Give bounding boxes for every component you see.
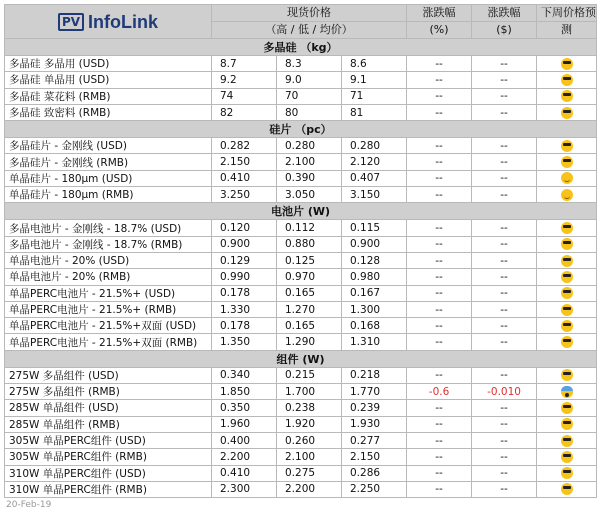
price-low: 0.125 — [277, 252, 342, 268]
product-name: 多晶电池片 - 金刚线 - 18.7% (RMB) — [5, 236, 212, 252]
table-row — [5, 416, 597, 432]
price-high: 2.200 — [212, 449, 277, 465]
sunglasses-emoji-icon — [561, 140, 573, 152]
forecast-cell — [537, 72, 597, 88]
price-avg: 1.930 — [342, 416, 407, 432]
table-row — [5, 236, 597, 252]
sunglasses-emoji-icon — [561, 58, 573, 70]
sunglasses-emoji-icon — [561, 287, 573, 299]
change-pct: -- — [407, 334, 472, 350]
price-avg: 0.980 — [342, 269, 407, 285]
change-pct: -- — [407, 465, 472, 481]
price-high: 0.410 — [212, 465, 277, 481]
logo-badge: PV — [58, 13, 84, 31]
product-name: 单晶硅片 - 180μm (RMB) — [5, 187, 212, 203]
sunglasses-emoji-icon — [561, 238, 573, 250]
price-low: 0.275 — [277, 465, 342, 481]
product-name: 多晶电池片 - 金刚线 - 18.7% (USD) — [5, 220, 212, 236]
price-high: 0.350 — [212, 400, 277, 416]
change-pct: -- — [407, 269, 472, 285]
change-pct: -- — [407, 220, 472, 236]
price-high: 0.410 — [212, 170, 277, 186]
price-high: 9.2 — [212, 72, 277, 88]
product-name: 单晶硅片 - 180μm (USD) — [5, 170, 212, 186]
change-abs: -- — [472, 104, 537, 120]
change-pct: -- — [407, 236, 472, 252]
price-avg: 0.218 — [342, 367, 407, 383]
price-avg: 3.150 — [342, 187, 407, 203]
sunglasses-emoji-icon — [561, 271, 573, 283]
change-pct: -- — [407, 367, 472, 383]
price-high: 0.120 — [212, 220, 277, 236]
change-abs: -- — [472, 301, 537, 317]
price-high: 1.350 — [212, 334, 277, 350]
product-name: 285W 单晶组件 (RMB) — [5, 416, 212, 432]
price-high: 0.178 — [212, 318, 277, 334]
change-pct: -- — [407, 72, 472, 88]
sunglasses-emoji-icon — [561, 107, 573, 119]
sunglasses-emoji-icon — [561, 336, 573, 348]
change-pct: -- — [407, 449, 472, 465]
product-name: 多晶硅片 - 金刚线 (RMB) — [5, 154, 212, 170]
price-avg: 1.770 — [342, 384, 407, 400]
table-row — [5, 318, 597, 334]
price-high: 1.960 — [212, 416, 277, 432]
change-pct: -- — [407, 56, 472, 72]
price-low: 0.390 — [277, 170, 342, 186]
sunglasses-emoji-icon — [561, 74, 573, 86]
price-avg: 1.300 — [342, 301, 407, 317]
change-abs: -- — [472, 481, 537, 497]
table-row — [5, 301, 597, 317]
price-avg: 0.168 — [342, 318, 407, 334]
change-pct: -- — [407, 154, 472, 170]
table-row — [5, 400, 597, 416]
sunglasses-emoji-icon — [561, 222, 573, 234]
forecast-cell — [537, 481, 597, 497]
price-low: 0.260 — [277, 432, 342, 448]
table-row — [5, 88, 597, 104]
change-pct: -- — [407, 170, 472, 186]
table-row — [5, 104, 597, 120]
scream-emoji-icon — [561, 386, 573, 398]
price-high: 8.7 — [212, 56, 277, 72]
forecast-header: 下周价格预 — [537, 5, 597, 22]
forecast-cell — [537, 154, 597, 170]
price-high: 0.990 — [212, 269, 277, 285]
product-name: 多晶硅 菜花料 (RMB) — [5, 88, 212, 104]
change-abs: -- — [472, 449, 537, 465]
section-header — [5, 350, 597, 367]
logo-text: InfoLink — [88, 11, 159, 32]
smile-emoji-icon — [561, 172, 573, 184]
price-avg: 0.167 — [342, 285, 407, 301]
price-high: 0.900 — [212, 236, 277, 252]
price-low: 0.238 — [277, 400, 342, 416]
forecast-cell — [537, 220, 597, 236]
change-abs: -- — [472, 154, 537, 170]
change-pct: -- — [407, 318, 472, 334]
change-abs: -- — [472, 416, 537, 432]
product-name: 310W 单晶PERC组件 (USD) — [5, 465, 212, 481]
forecast-cell — [537, 104, 597, 120]
sunglasses-emoji-icon — [561, 435, 573, 447]
price-avg: 0.407 — [342, 170, 407, 186]
price-avg: 2.250 — [342, 481, 407, 497]
section-title: 电池片 (W) — [5, 203, 597, 220]
price-low: 2.100 — [277, 449, 342, 465]
table-row — [5, 252, 597, 268]
table-row — [5, 465, 597, 481]
price-avg: 8.6 — [342, 56, 407, 72]
product-name: 285W 单晶组件 (USD) — [5, 400, 212, 416]
price-high: 1.850 — [212, 384, 277, 400]
price-low: 70 — [277, 88, 342, 104]
price-high: 0.129 — [212, 252, 277, 268]
product-name: 310W 单晶PERC组件 (RMB) — [5, 481, 212, 497]
product-name: 单晶PERC电池片 - 21.5%+双面 (USD) — [5, 318, 212, 334]
price-high: 2.300 — [212, 481, 277, 497]
forecast-cell — [537, 269, 597, 285]
price-avg: 2.120 — [342, 154, 407, 170]
price-subheader: （高 / 低 / 均价） — [212, 22, 407, 39]
change-abs: -- — [472, 187, 537, 203]
price-low: 0.112 — [277, 220, 342, 236]
table-row — [5, 170, 597, 186]
change-abs: -- — [472, 318, 537, 334]
table-row — [5, 138, 597, 154]
price-low: 80 — [277, 104, 342, 120]
change-pct: -- — [407, 187, 472, 203]
change-abs: -- — [472, 252, 537, 268]
price-low: 0.280 — [277, 138, 342, 154]
header-row — [5, 5, 597, 22]
price-avg: 0.128 — [342, 252, 407, 268]
forecast-cell — [537, 367, 597, 383]
forecast-header-2: 测 — [537, 22, 597, 39]
table-row — [5, 432, 597, 448]
change-pct-header: 涨跌幅 — [407, 5, 472, 22]
forecast-cell — [537, 465, 597, 481]
price-high: 82 — [212, 104, 277, 120]
price-low: 0.880 — [277, 236, 342, 252]
product-name: 多晶硅 单晶用 (USD) — [5, 72, 212, 88]
product-name: 305W 单晶PERC组件 (USD) — [5, 432, 212, 448]
forecast-cell — [537, 252, 597, 268]
forecast-cell — [537, 416, 597, 432]
section-title: 多晶硅 （kg） — [5, 39, 597, 56]
price-high: 0.340 — [212, 367, 277, 383]
section-header — [5, 203, 597, 220]
product-name: 单晶电池片 - 20% (RMB) — [5, 269, 212, 285]
price-low: 2.100 — [277, 154, 342, 170]
change-pct: -- — [407, 104, 472, 120]
forecast-cell — [537, 138, 597, 154]
forecast-cell — [537, 384, 597, 400]
change-pct: -- — [407, 301, 472, 317]
change-abs-header: 涨跌幅 — [472, 5, 537, 22]
table-row — [5, 72, 597, 88]
table-body — [5, 39, 597, 498]
price-avg: 0.115 — [342, 220, 407, 236]
sunglasses-emoji-icon — [561, 304, 573, 316]
change-abs: -- — [472, 88, 537, 104]
price-low: 0.970 — [277, 269, 342, 285]
price-low: 1.920 — [277, 416, 342, 432]
price-header: 现货价格 — [212, 5, 407, 22]
price-avg: 0.277 — [342, 432, 407, 448]
change-abs: -- — [472, 367, 537, 383]
change-abs: -- — [472, 400, 537, 416]
price-avg: 81 — [342, 104, 407, 120]
price-high: 0.400 — [212, 432, 277, 448]
table-row — [5, 481, 597, 497]
price-high: 74 — [212, 88, 277, 104]
price-avg: 0.239 — [342, 400, 407, 416]
price-high: 2.150 — [212, 154, 277, 170]
smile-emoji-icon — [561, 189, 573, 201]
change-abs-unit: ($) — [472, 22, 537, 39]
price-table — [4, 4, 597, 498]
forecast-cell — [537, 285, 597, 301]
price-low: 0.165 — [277, 285, 342, 301]
forecast-cell — [537, 301, 597, 317]
price-low: 2.200 — [277, 481, 342, 497]
table-row — [5, 384, 597, 400]
product-name: 多晶硅 多晶用 (USD) — [5, 56, 212, 72]
sunglasses-emoji-icon — [561, 418, 573, 430]
change-abs: -- — [472, 56, 537, 72]
forecast-cell — [537, 449, 597, 465]
table-row — [5, 285, 597, 301]
sunglasses-emoji-icon — [561, 90, 573, 102]
table-row — [5, 269, 597, 285]
table-row — [5, 449, 597, 465]
change-abs: -- — [472, 465, 537, 481]
forecast-cell — [537, 318, 597, 334]
product-name: 275W 多晶组件 (USD) — [5, 367, 212, 383]
sunglasses-emoji-icon — [561, 255, 573, 267]
forecast-cell — [537, 56, 597, 72]
section-title: 组件 (W) — [5, 350, 597, 367]
logo — [5, 5, 212, 39]
price-low: 8.3 — [277, 56, 342, 72]
date-footer: 20-Feb-19 — [6, 500, 52, 510]
sunglasses-emoji-icon — [561, 369, 573, 381]
change-abs: -- — [472, 170, 537, 186]
change-pct: -- — [407, 481, 472, 497]
price-avg: 0.280 — [342, 138, 407, 154]
change-abs: -- — [472, 432, 537, 448]
price-high: 3.250 — [212, 187, 277, 203]
forecast-cell — [537, 236, 597, 252]
price-low: 1.700 — [277, 384, 342, 400]
table-row — [5, 187, 597, 203]
change-pct: -- — [407, 252, 472, 268]
price-avg: 2.150 — [342, 449, 407, 465]
change-pct-unit: (%) — [407, 22, 472, 39]
forecast-cell — [537, 187, 597, 203]
sunglasses-emoji-icon — [561, 156, 573, 168]
product-name: 多晶硅 致密料 (RMB) — [5, 104, 212, 120]
price-avg: 9.1 — [342, 72, 407, 88]
price-low: 1.270 — [277, 301, 342, 317]
table-row — [5, 56, 597, 72]
product-name: 305W 单晶PERC组件 (RMB) — [5, 449, 212, 465]
product-name: 单晶PERC电池片 - 21.5%+ (RMB) — [5, 301, 212, 317]
forecast-cell — [537, 400, 597, 416]
price-low: 0.215 — [277, 367, 342, 383]
price-low: 0.165 — [277, 318, 342, 334]
change-pct: -- — [407, 400, 472, 416]
product-name: 单晶PERC电池片 - 21.5%+ (USD) — [5, 285, 212, 301]
sunglasses-emoji-icon — [561, 451, 573, 463]
sunglasses-emoji-icon — [561, 467, 573, 479]
change-abs: -- — [472, 285, 537, 301]
price-low: 1.290 — [277, 334, 342, 350]
change-abs: -- — [472, 138, 537, 154]
product-name: 275W 多晶组件 (RMB) — [5, 384, 212, 400]
forecast-cell — [537, 88, 597, 104]
change-pct: -0.6 — [407, 384, 472, 400]
product-name: 单晶电池片 - 20% (USD) — [5, 252, 212, 268]
price-high: 0.282 — [212, 138, 277, 154]
sunglasses-emoji-icon — [561, 402, 573, 414]
change-abs: -- — [472, 220, 537, 236]
price-avg: 0.900 — [342, 236, 407, 252]
table-row — [5, 154, 597, 170]
price-high: 1.330 — [212, 301, 277, 317]
product-name: 单晶PERC电池片 - 21.5%+双面 (RMB) — [5, 334, 212, 350]
table-row — [5, 220, 597, 236]
change-pct: -- — [407, 432, 472, 448]
change-abs: -- — [472, 236, 537, 252]
forecast-cell — [537, 170, 597, 186]
sunglasses-emoji-icon — [561, 483, 573, 495]
section-header — [5, 121, 597, 138]
table-row — [5, 367, 597, 383]
section-title: 硅片 （pc） — [5, 121, 597, 138]
change-pct: -- — [407, 285, 472, 301]
section-header — [5, 39, 597, 56]
change-abs: -0.010 — [472, 384, 537, 400]
product-name: 多晶硅片 - 金刚线 (USD) — [5, 138, 212, 154]
change-abs: -- — [472, 269, 537, 285]
change-pct: -- — [407, 88, 472, 104]
price-avg: 1.310 — [342, 334, 407, 350]
change-pct: -- — [407, 138, 472, 154]
change-abs: -- — [472, 72, 537, 88]
forecast-cell — [537, 334, 597, 350]
change-pct: -- — [407, 416, 472, 432]
sunglasses-emoji-icon — [561, 320, 573, 332]
price-high: 0.178 — [212, 285, 277, 301]
price-low: 9.0 — [277, 72, 342, 88]
price-low: 3.050 — [277, 187, 342, 203]
price-avg: 0.286 — [342, 465, 407, 481]
table-row — [5, 334, 597, 350]
change-abs: -- — [472, 334, 537, 350]
forecast-cell — [537, 432, 597, 448]
price-avg: 71 — [342, 88, 407, 104]
